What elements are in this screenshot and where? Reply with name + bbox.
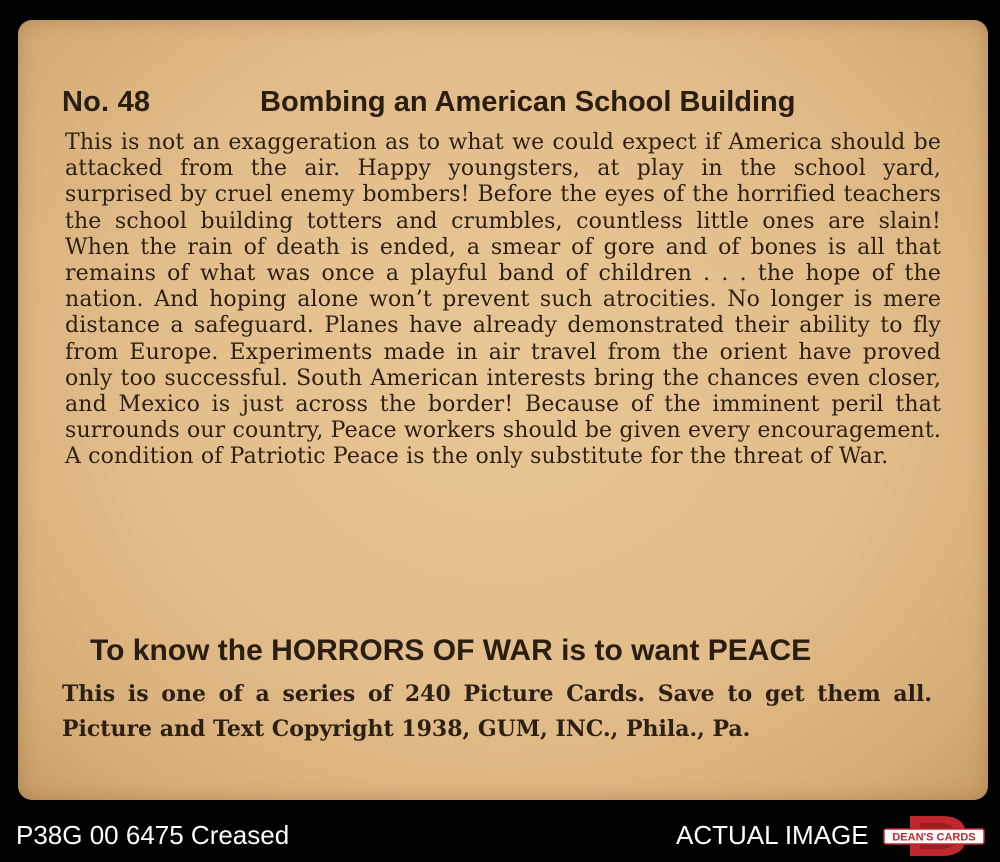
logo-text: DEAN'S CARDS xyxy=(892,831,976,844)
card-slogan: To know the HORRORS OF WAR is to want PEACE xyxy=(90,634,812,667)
caption-grade-label: P38G 00 6475 Creased xyxy=(16,820,290,850)
caption-actual-image: ACTUAL IMAGE xyxy=(676,820,869,850)
trading-card-back xyxy=(18,20,988,800)
card-footer-text: This is one of a series of 240 Picture Cards. Save to get them all. Picture and Text Copyright 1938, GUM, INC., Phila., Pa. xyxy=(62,681,932,742)
card-title: Bombing an American School Building xyxy=(260,86,796,118)
card-body-text: This is not an exaggeration as to what we could expect if America should be attacked from the air. Happy youngsters, at play in the school yard, surprised by cruel enemy bombers! Before the eyes of the horrified teachers the school building totters and crumbles, countless little ones are slain! When the rain of death is ended, a smear of gore and of bones is all that remains of what was once a playful band of children . . . the hope of the nation. And hoping alone won’t prevent such atrocities. No longer is mere distance a safeguard. Planes have already demonstrated their ability to fly from Europe. Experiments made in air travel from the orient have proved only too successful. South American interests bring the chances even closer, and Mexico is just across the border! Because of the imminent peril that surrounds our country, Peace workers should be given every encouragement. A condition of Patriotic Peace is the only substitute for the threat of War. xyxy=(65,130,941,470)
card-header xyxy=(62,86,942,126)
deans-cards-logo xyxy=(880,814,988,858)
card-number: No. 48 xyxy=(62,86,151,118)
